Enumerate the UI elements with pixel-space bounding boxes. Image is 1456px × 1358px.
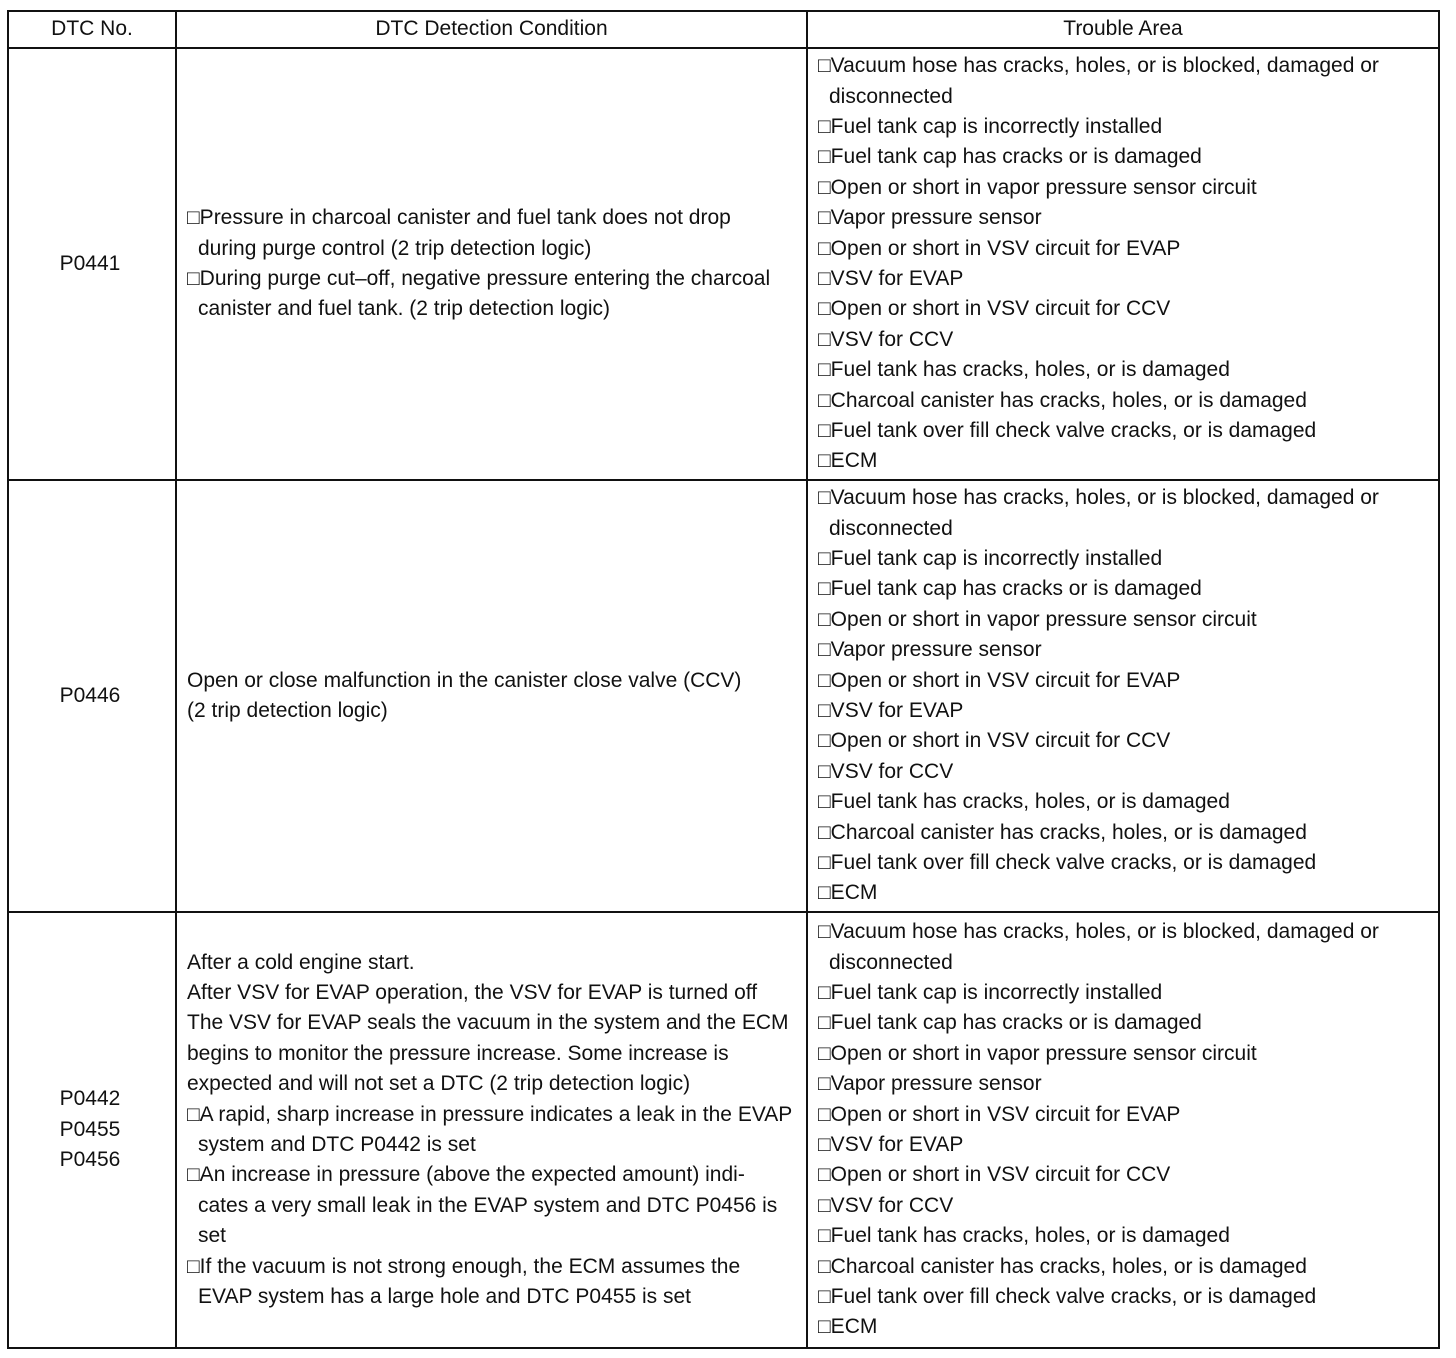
trouble-area-item: □Vapor pressure sensor (818, 206, 1042, 230)
trouble-area-item: □Fuel tank cap is incorrectly installed (818, 114, 1163, 138)
dtc-code: P0446 (59, 683, 121, 707)
table-row (8, 48, 1439, 480)
trouble-area-item: □Charcoal canister has cracks, holes, or is damaged (818, 388, 1307, 412)
trouble-area-cell (807, 48, 1439, 480)
table-row (8, 912, 1439, 1348)
trouble-area-item: □Fuel tank cap is incorrectly installed (818, 546, 1163, 570)
header-trouble-area: Trouble Area (807, 11, 1439, 48)
dtc-table (7, 10, 1440, 1349)
detection-condition-cell (176, 912, 807, 1348)
trouble-area-item: □Fuel tank has cracks, holes, or is damaged (818, 1224, 1230, 1248)
trouble-area-item: □VSV for EVAP (818, 1133, 964, 1156)
trouble-area-item: □Open or short in VSV circuit for EVAP (818, 668, 1181, 692)
trouble-area-item: □Vapor pressure sensor (818, 638, 1042, 662)
trouble-area-item: □VSV for EVAP (818, 267, 964, 290)
trouble-area-item: □VSV for EVAP (818, 699, 964, 722)
trouble-area-item: □Open or short in vapor pressure sensor circuit (818, 175, 1257, 199)
trouble-area-item: □Fuel tank over fill check valve cracks, or is damaged (818, 419, 1317, 443)
dtc-code-cell (8, 480, 176, 912)
trouble-area-item: □Open or short in VSV circuit for CCV (818, 1163, 1171, 1187)
condition-item: (2 trip detection logic) (187, 699, 388, 722)
trouble-area-item: □VSV for CCV (818, 1193, 954, 1217)
condition-item: Open or close malfunction in the canister close valve (CCV) (187, 668, 742, 692)
condition-item: After VSV for EVAP operation, the VSV for EVAP is turned off (187, 980, 758, 1004)
trouble-area-item: □Vacuum hose has cracks, holes, or is blocked, damaged or disconnected (818, 920, 1379, 974)
dtc-code-cell (8, 48, 176, 480)
trouble-area-item: □Vapor pressure sensor (818, 1072, 1042, 1096)
condition-item: □An increase in pressure (above the expected amount) indi- cates a very small leak in the EVAP system and DTC P0456 is set (187, 1163, 778, 1248)
condition-item: □Pressure in charcoal canister and fuel tank does not drop during purge control (2 trip detection logic) (187, 206, 731, 260)
trouble-area-item: □ECM (818, 449, 878, 473)
trouble-area-item: □Open or short in vapor pressure sensor circuit (818, 607, 1257, 631)
condition-item: The VSV for EVAP seals the vacuum in the system and the ECM begins to monitor the pressure increase. Some increase is expected and will not set a DTC (2 trip detection logic) (187, 1011, 789, 1096)
trouble-area-item: □Vacuum hose has cracks, holes, or is blocked, damaged or disconnected (818, 486, 1379, 540)
detection-condition-cell (176, 48, 807, 480)
dtc-code-cell (8, 912, 176, 1348)
header-detection-condition: DTC Detection Condition (176, 11, 807, 48)
trouble-area-item: □Fuel tank has cracks, holes, or is damaged (818, 358, 1230, 382)
condition-item: □If the vacuum is not strong enough, the ECM assumes the EVAP system has a large hole and DTC P0455 is set (187, 1254, 741, 1309)
dtc-code: P0441 (59, 251, 121, 275)
trouble-area-item: □VSV for CCV (818, 759, 954, 783)
table-header-row (8, 11, 1439, 48)
trouble-area-item: □Open or short in VSV circuit for EVAP (818, 1102, 1181, 1126)
trouble-area-item: □Open or short in VSV circuit for CCV (818, 729, 1171, 753)
trouble-area-item: □Open or short in VSV circuit for CCV (818, 297, 1171, 321)
trouble-area-cell (807, 480, 1439, 912)
trouble-area-item: □Fuel tank cap is incorrectly installed (818, 980, 1163, 1004)
trouble-area-item: □Fuel tank over fill check valve cracks, or is damaged (818, 1285, 1317, 1309)
dtc-code: P0442 (59, 1087, 121, 1111)
dtc-code: P0455 (59, 1117, 121, 1141)
trouble-area-item: □Fuel tank cap has cracks or is damaged (818, 577, 1202, 601)
condition-item: □During purge cut–off, negative pressure entering the charcoal canister and fuel tank. (2 trip detection logic) (187, 267, 771, 321)
trouble-area-cell (807, 912, 1439, 1348)
header-dtc-no: DTC No. (8, 11, 176, 48)
detection-condition-cell (176, 480, 807, 912)
trouble-area-item: □VSV for CCV (818, 327, 954, 351)
trouble-area-item: □ECM (818, 1315, 878, 1339)
trouble-area-item: □Charcoal canister has cracks, holes, or is damaged (818, 1254, 1307, 1278)
trouble-area-item: □Charcoal canister has cracks, holes, or is damaged (818, 820, 1307, 844)
trouble-area-item: □Fuel tank has cracks, holes, or is damaged (818, 790, 1230, 814)
dtc-code: P0456 (59, 1148, 121, 1172)
trouble-area-item: □Fuel tank over fill check valve cracks, or is damaged (818, 851, 1317, 875)
trouble-area-item: □Fuel tank cap has cracks or is damaged (818, 1011, 1202, 1035)
trouble-area-item: □Vacuum hose has cracks, holes, or is blocked, damaged or disconnected (818, 54, 1379, 108)
table-row (8, 480, 1439, 912)
trouble-area-item: □ECM (818, 881, 878, 905)
condition-item: After a cold engine start. (187, 950, 415, 974)
trouble-area-item: □Open or short in vapor pressure sensor circuit (818, 1041, 1257, 1065)
trouble-area-item: □Open or short in VSV circuit for EVAP (818, 236, 1181, 260)
trouble-area-item: □Fuel tank cap has cracks or is damaged (818, 145, 1202, 169)
condition-item: □A rapid, sharp increase in pressure indicates a leak in the EVAP system and DTC P0442 is set (187, 1102, 792, 1156)
